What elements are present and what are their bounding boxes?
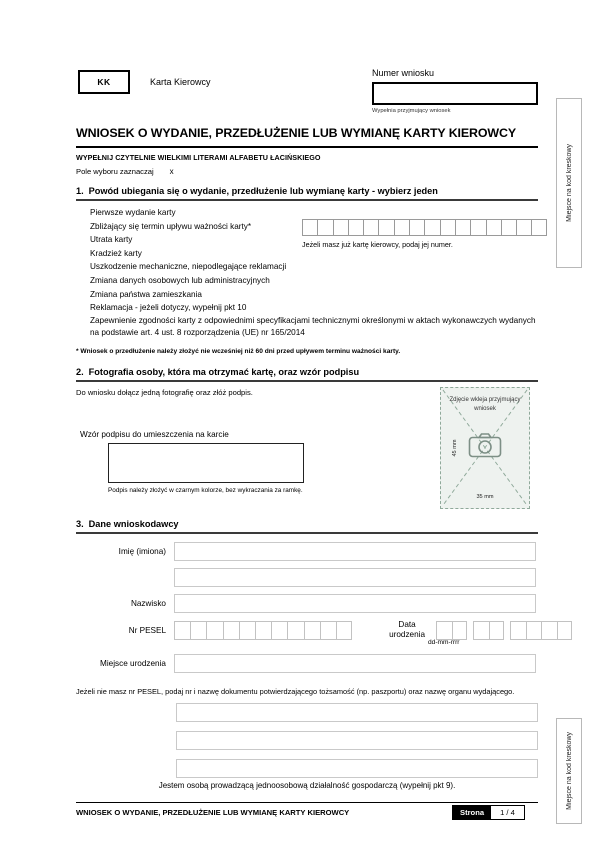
birthplace-label: Miejsce urodzenia (100, 659, 166, 668)
input-cell[interactable] (409, 219, 424, 236)
input-cell[interactable] (378, 219, 393, 236)
input-cell[interactable] (333, 219, 348, 236)
input-cell[interactable] (304, 621, 320, 640)
input-cell[interactable] (440, 219, 455, 236)
input-cell[interactable] (271, 621, 287, 640)
section-1-title: Powód ubiegania się o wydanie, przedłużenie lub wymianę karty - wybierz jeden (88, 186, 438, 196)
section-1-footnote: * Wniosek o przedłużenie należy złożyć nie wcześniej niż 60 dni przed upływem terminu ważności karty. (76, 348, 401, 355)
page-indicator (452, 805, 525, 820)
birthdate-label: Data urodzenia (389, 620, 426, 639)
application-number-block (372, 68, 538, 114)
first-name-input-2[interactable] (174, 568, 536, 587)
section-1-title-row (76, 186, 538, 199)
checkbox-mark-example: x (169, 167, 174, 176)
camera-icon (468, 433, 502, 464)
section-1-header (76, 186, 538, 201)
reason-option[interactable]: Uszkodzenie mechaniczne, niepodlegające reklamacji (90, 262, 287, 272)
application-number-input[interactable] (372, 82, 538, 105)
input-cell[interactable] (455, 219, 470, 236)
reason-option[interactable]: Zmiana państwa zamieszkania (90, 289, 202, 299)
input-cell[interactable] (473, 621, 489, 640)
reason-option[interactable]: Utrata karty (90, 235, 133, 245)
page-indicator-label: Strona (453, 806, 491, 819)
barcode-placeholder-top-label: Miejsce na kod kreskowy (565, 144, 573, 222)
first-name-row-2 (76, 568, 536, 587)
input-cell[interactable] (489, 621, 505, 640)
input-cell[interactable] (470, 219, 485, 236)
input-cell[interactable] (557, 621, 573, 640)
section-2-intro: Do wniosku dołącz jedną fotografię oraz złóż podpis. (76, 388, 253, 397)
section-2-number: 2. (76, 367, 84, 377)
sole-proprietor-declaration[interactable]: Jestem osobą prowadzącą jednoosobową działalność gospodarczą (wypełnij pkt 9). (158, 781, 456, 790)
input-cell[interactable] (336, 621, 352, 640)
existing-card-number-note: Jeżeli masz już kartę kierowcy, podaj jej numer. (302, 240, 453, 249)
input-cell[interactable] (320, 621, 336, 640)
identity-document-input-2[interactable] (176, 731, 538, 750)
input-cell[interactable] (501, 219, 516, 236)
existing-card-number-grid[interactable] (302, 219, 547, 236)
barcode-placeholder-top (556, 98, 582, 268)
input-cell[interactable] (348, 219, 363, 236)
section-1-number: 1. (76, 186, 84, 196)
identity-document-input-1[interactable] (176, 703, 538, 722)
page-indicator-value: 1 / 4 (491, 806, 524, 819)
reason-option[interactable]: Reklamacja - jeżeli dotyczy, wypełnij pkt 10 (90, 303, 247, 313)
section-2-header (76, 367, 538, 382)
pesel-input-grid[interactable] (174, 621, 352, 640)
instruction-checkbox (76, 167, 174, 176)
section-1-divider (76, 199, 538, 201)
input-cell[interactable] (526, 621, 542, 640)
input-cell[interactable] (239, 621, 255, 640)
last-name-label: Nazwisko (130, 599, 166, 608)
footer-divider (76, 802, 538, 803)
input-cell[interactable] (287, 621, 303, 640)
section-3-title: Dane wnioskodawcy (88, 519, 179, 529)
input-cell[interactable] (223, 621, 239, 640)
last-name-row (76, 594, 536, 613)
signature-note: Podpis należy złożyć w czarnym kolorze, bez wykraczania za ramkę. (108, 487, 303, 494)
identity-document-input-3[interactable] (176, 759, 538, 778)
photo-placeholder-text: Zdjęcie wkleja przyjmujący wniosek (449, 397, 521, 412)
no-pesel-note: Jeżeli nie masz nr PESEL, podaj nr i nazwę dokumentu potwierdzającego tożsamość (np. paszportu) oraz nazwę organu wydającego. (76, 687, 515, 696)
first-name-label: Imię (imiona) (118, 547, 166, 556)
card-type-badge: KK (78, 70, 130, 94)
input-cell[interactable] (510, 621, 526, 640)
input-cell[interactable] (206, 621, 222, 640)
input-cell[interactable] (190, 621, 206, 640)
section-3-header (76, 519, 538, 534)
photo-width-label: 35 mm (476, 494, 494, 500)
card-type-header (78, 70, 211, 94)
reason-option-long[interactable]: Zapewnienie zgodności karty z odpowiednimi specyfikacjami technicznymi określonymi w aktach wykonawczych wydanych na podstawie art. 4 ust. 8 rozporządzenia (UE) nr 165/2014 (90, 315, 536, 337)
section-3-divider (76, 532, 538, 534)
card-type-label: Karta Kierowcy (150, 77, 211, 87)
input-cell[interactable] (541, 621, 557, 640)
input-cell[interactable] (424, 219, 439, 236)
reason-option[interactable]: Zbliżający się termin upływu ważności karty* (90, 221, 252, 231)
input-cell[interactable] (486, 219, 501, 236)
birthdate-month-grid[interactable] (473, 621, 504, 640)
footer-title: WNIOSEK O WYDANIE, PRZEDŁUŻENIE LUB WYMIANĘ KARTY KIEROWCY (76, 808, 350, 817)
input-cell[interactable] (363, 219, 378, 236)
section-2-title: Fotografia osoby, która ma otrzymać kartę, oraz wzór podpisu (88, 367, 360, 377)
barcode-placeholder-bottom (556, 718, 582, 824)
birthdate-format-hint: dd-mm-rrrr (428, 639, 460, 646)
section-3-title-row (76, 519, 538, 532)
birthplace-row (76, 654, 536, 673)
input-cell[interactable] (516, 219, 531, 236)
input-cell[interactable] (255, 621, 271, 640)
page-title: WNIOSEK O WYDANIE, PRZEDŁUŻENIE LUB WYMIANĘ KARTY KIEROWCY (76, 126, 517, 140)
section-3-number: 3. (76, 519, 84, 529)
pesel-label: Nr PESEL (128, 625, 166, 635)
input-cell[interactable] (436, 621, 452, 640)
birthplace-input[interactable] (174, 654, 536, 673)
instruction-checkbox-text: Pole wyboru zaznaczaj (76, 167, 154, 176)
input-cell[interactable] (302, 219, 317, 236)
barcode-placeholder-bottom-label: Miejsce na kod kreskowy (565, 732, 573, 810)
pesel-row (76, 620, 572, 640)
photo-placeholder[interactable] (432, 383, 538, 513)
first-name-input[interactable] (174, 542, 536, 561)
input-cell[interactable] (394, 219, 409, 236)
input-cell[interactable] (317, 219, 332, 236)
photo-height-label: 45 mm (452, 439, 458, 457)
section-2-divider (76, 380, 538, 382)
input-cell[interactable] (531, 219, 546, 236)
reason-option[interactable]: Zmiana danych osobowych lub administracyjnych (90, 275, 270, 285)
application-number-note: Wypełnia przyjmujący wniosek (372, 108, 451, 114)
input-cell[interactable] (174, 621, 190, 640)
signature-label: Wzór podpisu do umieszczenia na karcie (80, 430, 229, 439)
photo-placeholder-box (440, 387, 530, 509)
camera-icon-svg (468, 433, 502, 459)
section-2-title-row (76, 367, 538, 380)
application-number-label: Numer wniosku (372, 68, 435, 78)
first-name-row (76, 542, 536, 561)
birthdate-day-grid[interactable] (436, 621, 467, 640)
reason-option[interactable]: Pierwsze wydanie karty (90, 208, 176, 217)
title-divider (76, 146, 538, 148)
instruction-caps: WYPEŁNIJ CZYTELNIE WIELKIMI LITERAMI ALFABETU ŁACIŃSKIEGO (76, 153, 321, 162)
birthdate-year-grid[interactable] (510, 621, 572, 640)
signature-box[interactable] (108, 443, 304, 483)
reason-option[interactable]: Kradzież karty (90, 248, 142, 258)
last-name-input[interactable] (174, 594, 536, 613)
input-cell[interactable] (452, 621, 468, 640)
